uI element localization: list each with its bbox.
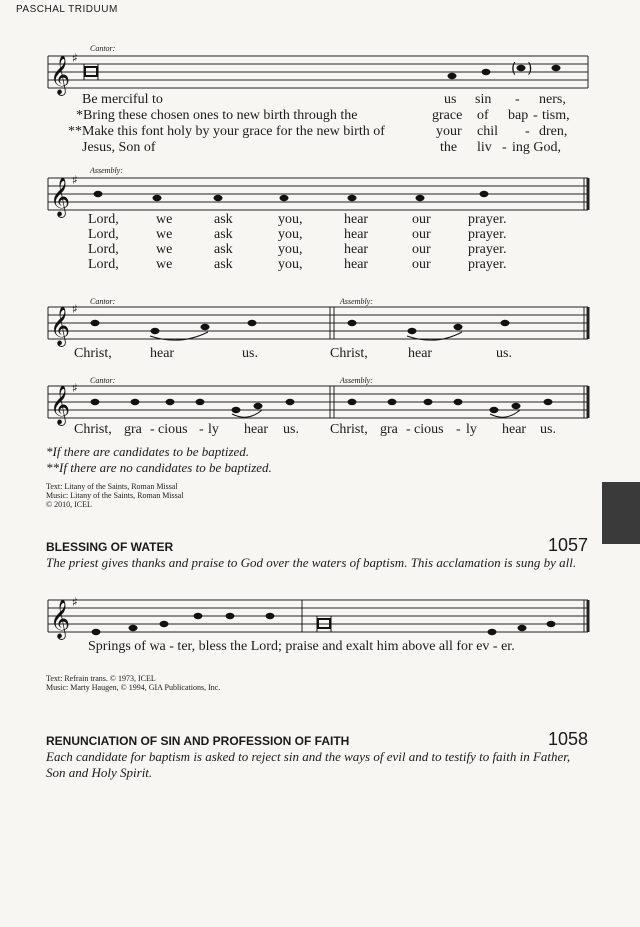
response-word: hear: [344, 227, 369, 242]
response-word: ask: [214, 257, 233, 272]
note: [482, 69, 491, 75]
treble-clef-icon: 𝄞: [50, 385, 71, 425]
section-title-blessing: BLESSING OF WATER: [46, 540, 174, 554]
response-word: ask: [214, 212, 233, 227]
sharp-icon: ♯: [72, 51, 78, 65]
cantor-label: Cantor:: [90, 297, 116, 306]
response-word: you,: [278, 242, 303, 257]
svg-text:): ): [527, 61, 533, 77]
cantor-label: Cantor:: [90, 376, 116, 385]
response-word: Lord,: [88, 242, 119, 257]
staff-4: [48, 386, 588, 418]
sharp-icon: ♯: [72, 173, 78, 187]
note: [517, 65, 526, 71]
note: [552, 65, 561, 71]
credits-2: Text: Refrain trans. © 1973, ICEL Music: Marty Haugen, © 1994, GIA Publications, Inc.: [46, 674, 221, 692]
response-word: ask: [214, 242, 233, 257]
response-word: you,: [278, 257, 303, 272]
sharp-icon: ♯: [72, 302, 78, 316]
treble-clef-icon: 𝄞: [50, 599, 71, 639]
response-word: we: [156, 257, 173, 272]
response-word: prayer.: [468, 212, 507, 227]
note: [448, 73, 457, 79]
renunciation-description: Each candidate for baptism is asked to reject sin and the ways of evil and to testify to faith in Father, Son and Holy Spirit.: [46, 749, 571, 780]
response-word: prayer.: [468, 257, 507, 272]
response-word: our: [412, 257, 431, 272]
response-word: you,: [278, 227, 303, 242]
verse-4-text: Jesus, Son of: [82, 140, 156, 155]
footnote-1: *If there are candidates to be baptized.: [46, 444, 250, 459]
response-word: our: [412, 227, 431, 242]
section-title-renunciation: RENUNCIATION OF SIN AND PROFESSION OF FAITH: [46, 734, 350, 748]
sharp-icon: ♯: [72, 381, 78, 395]
staff-1: [48, 56, 588, 88]
response-word: hear: [344, 212, 369, 227]
response-word: ask: [214, 227, 233, 242]
sharp-icon: ♯: [72, 595, 78, 609]
response-word: Lord,: [88, 227, 119, 242]
blessing-lyrics: Springs of wa - ter, bless the Lord; praise and exalt him above all for ev - er.: [88, 639, 515, 654]
verse-1-text: Be merciful to: [82, 92, 163, 107]
section-number-1058: 1058: [548, 729, 589, 749]
treble-clef-icon: 𝄞: [50, 306, 71, 346]
response-word: we: [156, 212, 173, 227]
footnote-2: **If there are no candidates to be baptized.: [46, 460, 272, 475]
assembly-label: Assembly:: [90, 166, 123, 175]
staff-2: [48, 178, 588, 210]
assembly-label: Assembly:: [340, 376, 373, 385]
response-word: our: [412, 242, 431, 257]
response-word: you,: [278, 212, 303, 227]
response-word: hear: [344, 242, 369, 257]
treble-clef-icon: 𝄞: [50, 55, 71, 95]
response-word: Lord,: [88, 257, 119, 272]
credits-1: Text: Litany of the Saints, Roman Missal Music: Litany of the Saints, Roman Missal © 2010, ICEL: [46, 482, 184, 509]
response-word: our: [412, 212, 431, 227]
running-head: PASCHAL TRIDUUM: [16, 4, 118, 15]
blessing-description: The priest gives thanks and praise to God over the waters of baptism. This acclamation is sung by all.: [46, 555, 577, 570]
verse-2-text: *Bring these chosen ones to new birth through the: [76, 108, 358, 123]
response-word: hear: [344, 257, 369, 272]
response-notes: [94, 191, 489, 201]
response-word: we: [156, 242, 173, 257]
svg-text:(: (: [511, 61, 517, 77]
section-number-1057: 1057: [548, 535, 589, 555]
cantor-label: Cantor:: [90, 44, 116, 53]
verse-3-text: **Make this font holy by your grace for the new birth of: [68, 124, 385, 139]
response-word: Lord,: [88, 212, 119, 227]
response-word: we: [156, 227, 173, 242]
assembly-label: Assembly:: [340, 297, 373, 306]
response-word: prayer.: [468, 227, 507, 242]
treble-clef-icon: 𝄞: [50, 177, 71, 217]
response-word: prayer.: [468, 242, 507, 257]
